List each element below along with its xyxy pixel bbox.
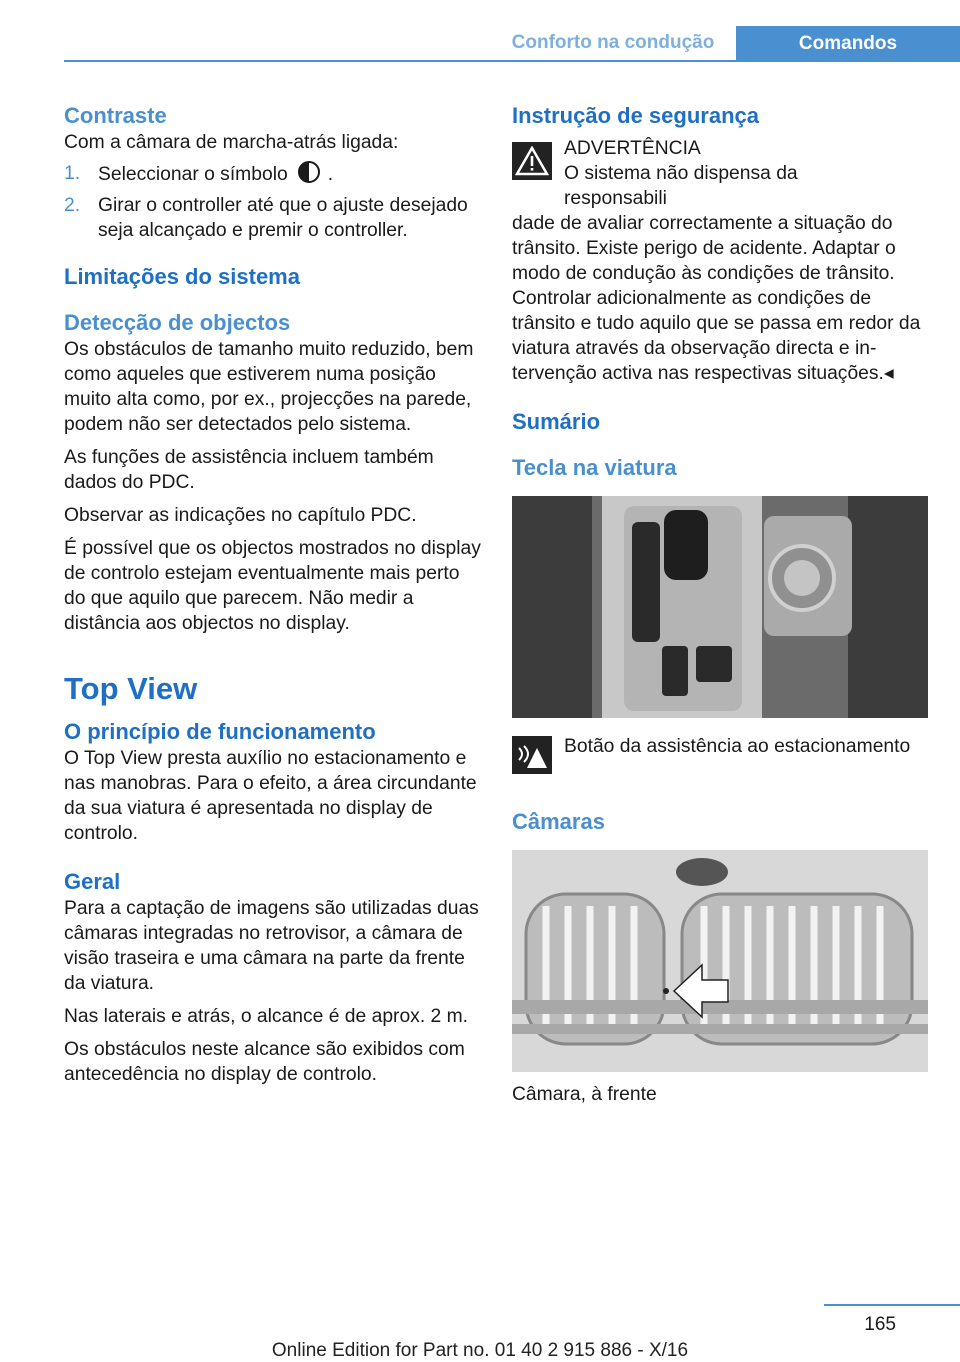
right-column (512, 102, 930, 1107)
warning-head (564, 136, 906, 211)
step-number: 2. (64, 195, 81, 216)
header-chapter-tab[interactable]: Comandos (736, 26, 960, 62)
footer-edition: Online Edition for Part no. 01 40 2 915 886 - X/16 (271, 1340, 689, 1361)
geral-paragraph: Para a captação de imagens são utilizadas duas câmaras integradas no retrovisor, a câmara de visão traseira e uma câmara na parte da frente da viatura. (64, 898, 479, 994)
topview-heading: Top View (64, 671, 198, 706)
warning-text: dade de avaliar correctamente a situação do trânsito. Existe perigo de acidente. Adaptar o modo de condução às condições de trânsito. Controlar adicionalmente as condições de trânsito e tudo aquilo que se passa em redor da viatura através da observação directa e intervenção activa nas respectivas situações.◂ (512, 213, 921, 384)
park-assist-button-icon (512, 736, 552, 774)
sumario-heading: Sumário (512, 409, 601, 434)
limitacoes-heading: Limitações do sistema (64, 264, 300, 289)
page-number: 165 (864, 1314, 896, 1335)
list-item (64, 193, 482, 243)
step-number: 1. (64, 163, 81, 184)
camaras-heading: Câmaras (512, 809, 605, 834)
camera-caption: Câmara, à frente (512, 1084, 657, 1105)
footer-rule (824, 1304, 960, 1306)
deteccao-paragraph: Os obstáculos de tamanho muito reduzido, bem como aqueles que estiverem numa posição muito alta como, por ex., projecções na parede, podem não ser detectados pelo sistema. (64, 339, 474, 435)
principio-paragraph: O Top View presta auxílio no estacionamento e nas manobras. Para o efeito, a área circundante da sua viatura é apresentada no display de controlo. (64, 748, 477, 844)
list-item (64, 161, 482, 187)
step-content (98, 161, 333, 187)
front-camera-photo (512, 850, 928, 1072)
button-caption: Botão da assistência ao estacionamento (564, 736, 911, 757)
warning-triangle-icon (512, 142, 552, 180)
step-text: Seleccionar o símbolo (98, 164, 288, 185)
step-text: Girar o controller até que o ajuste desejado seja alcançado e premir o controller. (98, 195, 468, 241)
geral-paragraph: Nas laterais e atrás, o alcance é de aprox. 2 m. (64, 1006, 469, 1027)
deteccao-paragraph: As funções de assistência incluem também dados do PDC. (64, 447, 434, 493)
seguranca-heading: Instrução de segurança (512, 103, 759, 128)
contraste-heading: Contraste (64, 103, 167, 128)
header-section[interactable]: Conforto na condução (511, 32, 715, 53)
left-column (64, 102, 482, 1087)
warning-label: ADVERTÊNCIA (564, 138, 701, 159)
geral-heading: Geral (64, 869, 121, 894)
contrast-icon (298, 161, 320, 183)
contraste-steps (64, 161, 482, 243)
contraste-intro: Com a câmara de marcha-atrás ligada: (64, 132, 399, 153)
console-photo (512, 496, 928, 718)
deteccao-heading: Detecção de objectos (64, 310, 291, 335)
deteccao-paragraph: É possível que os objectos mostrados no display de controlo estejam eventualmente mais perto do que aquilo que parecem. Não medir a distância aos objectos no display. (64, 538, 481, 634)
tecla-heading: Tecla na viatura (512, 455, 677, 480)
principio-heading: O princípio de funcionamento (64, 719, 376, 744)
geral-paragraph: Os obstáculos neste alcance são exibidos com antecedência no display de controlo. (64, 1039, 465, 1085)
warning-text-first: O sistema não dispensa da responsabili (564, 163, 798, 209)
deteccao-paragraph: Observar as indicações no capítulo PDC. (64, 505, 417, 526)
warning-block (512, 136, 930, 211)
step-suffix: . (327, 164, 334, 185)
button-legend (512, 734, 930, 774)
